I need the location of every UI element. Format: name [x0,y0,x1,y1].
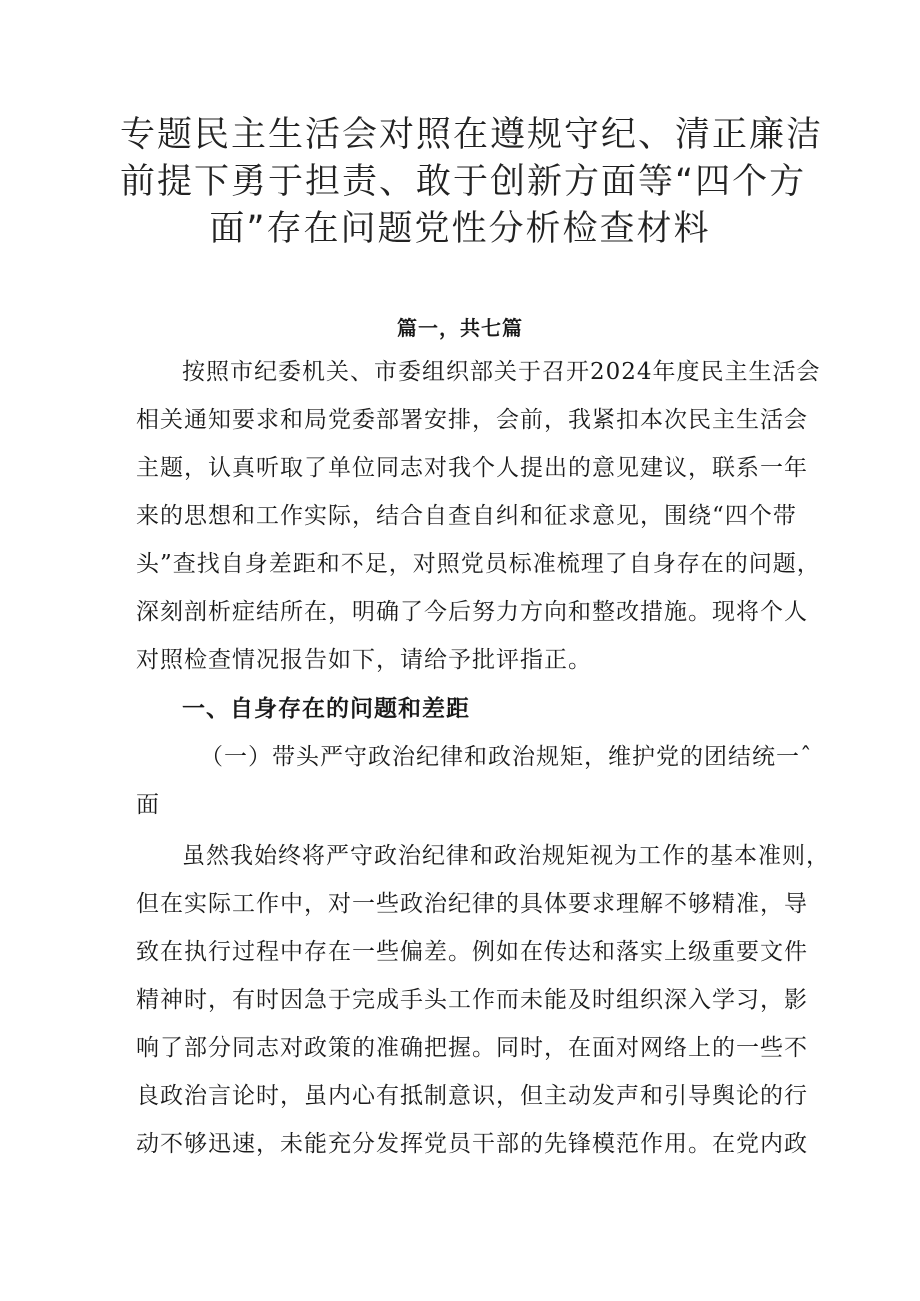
body-paragraph [136,832,830,1168]
text-line: 致在执行过程中存在一些偏差。例如在传达和落实上级重要文件 [136,939,808,965]
text-line: 主题，认真听取了单位同志对我个人提出的意见建议，联系一年 [136,455,808,481]
text-line: 精神时，有时因急于完成手头工作而未能及时组织深入学习，影 [136,987,808,1013]
text-line: 深刻剖析症结所在，明确了今后努力方向和整改措施。现将个人 [136,599,808,625]
title-line: 专题民主生活会对照在遵规守纪、清正廉洁 [120,115,824,155]
document-title [120,112,824,253]
text-line: 虽然我始终将严守政治纪律和政治规矩视为工作的基本准则， [182,843,830,869]
title-line: 面”存在问题党性分析检查材料 [209,209,711,249]
text-line: （一）带头严守政治纪律和政治规矩，维护党的团结统一ˆ [200,744,813,770]
text-line: 良政治言论时，虽内心有抵制意识，但主动发声和引导舆论的行 [136,1083,808,1109]
intro-paragraph [136,348,821,684]
text-line: 动不够迅速，未能充分发挥党员干部的先锋模范作用。在党内政 [136,1131,808,1157]
subsection-heading [136,733,813,829]
text-line: 面 [136,792,160,818]
title-line: 前提下勇于担责、敢于创新方面等“四个方 [120,162,807,202]
text-line: 按照市纪委机关、市委组织部关于召开2024年度民主生活会 [182,359,821,385]
text-line: 但在实际工作中，对一些政治纪律的具体要求理解不够精准，导 [136,891,808,917]
text-line: 对照检查情况报告如下，请给予批评指正。 [136,647,592,673]
text-line: 来的思想和工作实际，结合自查自纠和征求意见，围绕“四个带 [136,503,797,529]
text-line: 相关通知要求和局党委部署安排，会前，我紧扣本次民主生活会 [136,407,808,433]
text-line: 响了部分同志对政策的准确把握。同时，在面对网络上的一些不 [136,1035,808,1061]
section-heading: 一、自身存在的问题和差距 [182,695,470,722]
text-line: 头”查找自身差距和不足，对照党员标准梳理了自身存在的问题， [136,551,821,577]
document-subtitle: 篇一，共七篇 [397,316,523,340]
